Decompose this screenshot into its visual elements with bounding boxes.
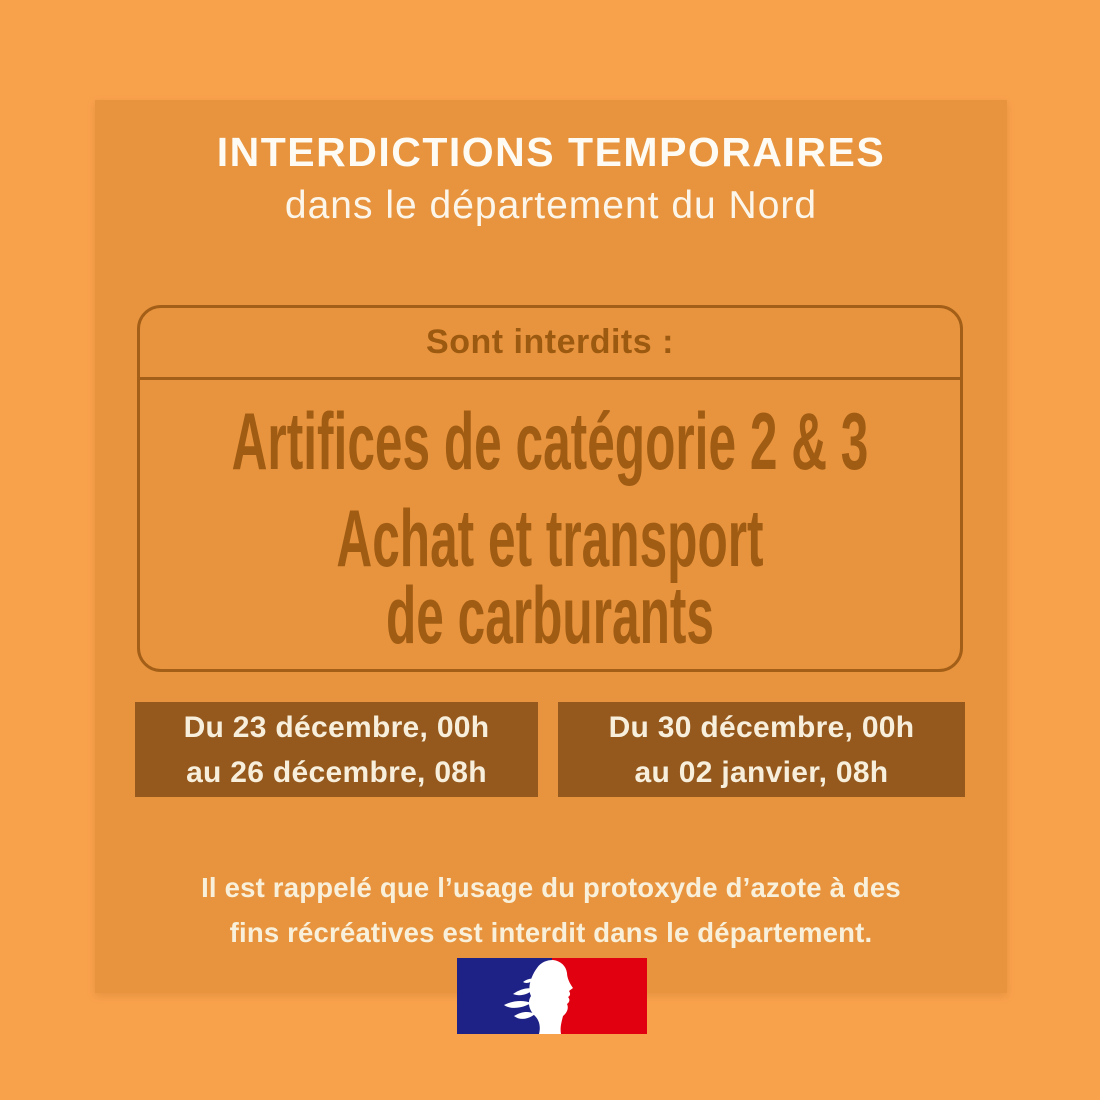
prohibited-item-fuel-line1: Achat et transport [336,494,764,584]
nitrous-oxide-reminder [95,865,1007,955]
date-range-line: Du 30 décembre, 00h [608,710,915,744]
page-subtitle: dans le département du Nord [284,184,818,227]
date-range-line: au 26 décembre, 08h [186,755,487,789]
marianne-french-republic-logo [457,958,647,1034]
reminder-line: fins récréatives est interdit dans le département. [229,917,873,948]
announcement-panel [95,100,1007,993]
date-range-line: au 02 janvier, 08h [634,755,889,789]
date-range-december [135,702,538,797]
date-range-new-year [558,702,965,797]
prohibited-box-body [140,380,960,661]
reminder-line: Il est rappelé que l’usage du protoxyde d’azote à des [201,872,901,903]
prohibited-items-box [137,305,963,672]
prohibited-item-fireworks: Artifices de catégorie 2 & 3 [231,397,869,487]
page-title: INTERDICTIONS TEMPORAIRES [216,129,886,175]
prohibited-box-header: Sont interdits : [140,308,960,380]
prohibited-item-fuel-line2: de carburants [385,571,715,661]
date-range-line: Du 23 décembre, 00h [183,710,490,744]
